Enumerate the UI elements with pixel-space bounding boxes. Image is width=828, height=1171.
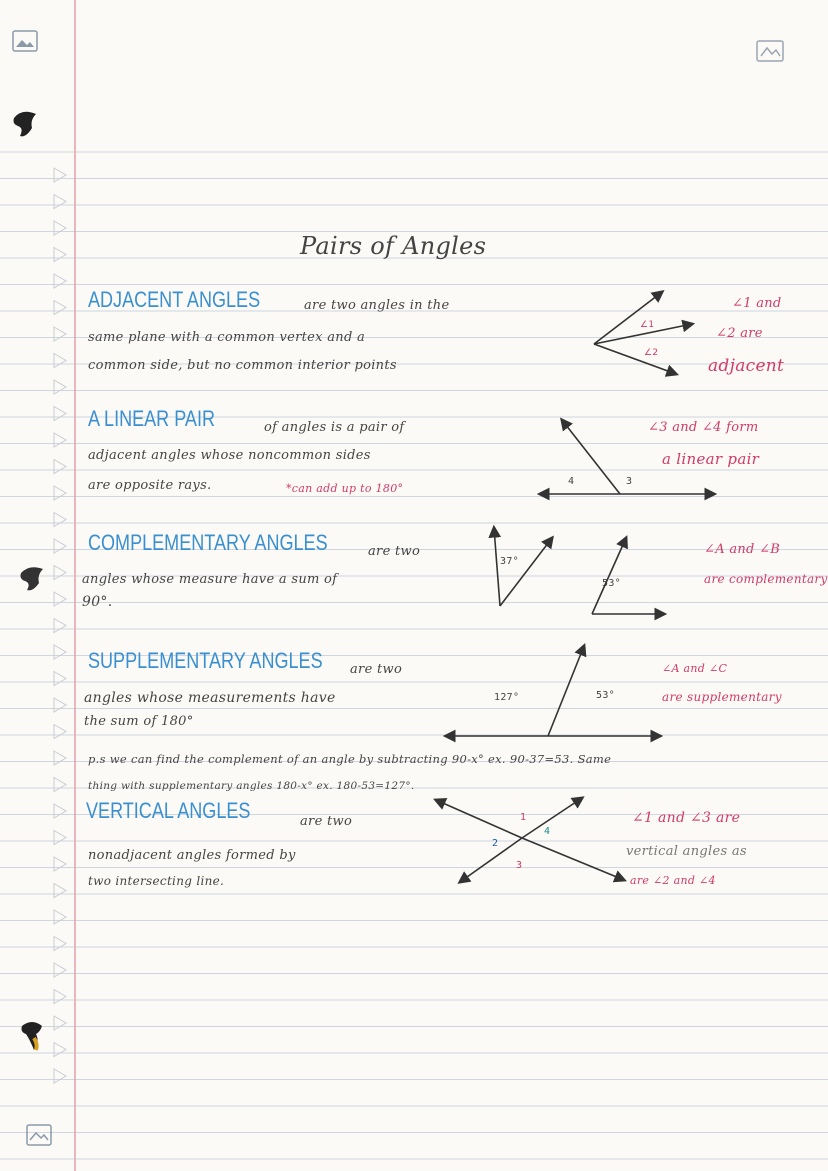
adjacent-line1: are two angles in the xyxy=(304,298,450,313)
vertical-line2: nonadjacent angles formed by xyxy=(88,848,296,863)
ps-note-line1: p.s we can find the complement of an angle by subtracting 90-x° ex. 90-37=53. Same xyxy=(88,752,612,766)
vertical-label-1: 1 xyxy=(520,812,527,823)
vertical-label-2: 2 xyxy=(492,838,499,849)
supplementary-line2: angles whose measurements have xyxy=(84,690,336,706)
linear-label-4: 4 xyxy=(568,476,575,487)
adjacent-ray-bottom xyxy=(594,344,676,374)
angle-label-1: ∠1 xyxy=(640,320,655,330)
vert-ray-downright xyxy=(522,838,624,880)
vertical-line3: two intersecting line. xyxy=(88,874,225,888)
complementary-term: COMPLEMENTARY ANGLES xyxy=(88,530,328,555)
supplementary-note-1: ∠A and ∠C xyxy=(662,662,728,675)
linear-ray-up xyxy=(562,420,620,494)
vertical-label-3: 3 xyxy=(516,860,523,871)
comp-b-diagonal xyxy=(592,538,626,614)
vertical-note-2: vertical angles as xyxy=(626,844,747,859)
adjacent-term: ADJACENT ANGLES xyxy=(88,287,261,312)
supplementary-line1-suffix: are two xyxy=(350,662,403,677)
linear-note-2: a linear pair xyxy=(662,450,760,468)
linear-line1: of angles is a pair of xyxy=(264,420,405,435)
supplementary-note-2: are supplementary xyxy=(662,690,782,704)
linear-note-1: ∠3 and ∠4 form xyxy=(648,420,759,435)
complementary-label-37: 37° xyxy=(500,556,519,567)
linear-line2: adjacent angles whose noncommon sides xyxy=(88,448,371,463)
vertical-line1-suffix: are two xyxy=(300,814,353,829)
linear-tip: *can add up to 180° xyxy=(286,482,404,495)
adjacent-ray-top xyxy=(594,292,662,344)
linear-label-3: 3 xyxy=(626,476,633,487)
comp-a-vertical xyxy=(494,528,500,606)
vert-ray-upleft xyxy=(436,800,522,838)
vertical-note-1: ∠1 and ∠3 are xyxy=(632,810,741,826)
vert-ray-downleft xyxy=(460,838,522,882)
angle-label-2: ∠2 xyxy=(644,348,659,358)
adjacent-line2: same plane with a common vertex and a xyxy=(88,330,366,345)
complementary-line3: 90°. xyxy=(82,594,113,610)
complementary-label-53: 53° xyxy=(602,578,621,589)
ps-note-line2: thing with supplementary angles 180-x° ex. 180-53=127°. xyxy=(88,780,415,792)
complementary-line2: angles whose measure have a sum of xyxy=(82,572,338,587)
supplementary-term: SUPPLEMENTARY ANGLES xyxy=(88,648,323,673)
adjacent-ray-middle xyxy=(594,324,692,344)
vertical-term: VERTICAL ANGLES xyxy=(86,798,251,823)
adjacent-note-1: ∠1 and xyxy=(732,296,782,311)
supplementary-label-127: 127° xyxy=(494,692,520,703)
complementary-note-1: ∠A and ∠B xyxy=(704,542,781,557)
adjacent-note-2: ∠2 are xyxy=(716,326,763,341)
vertical-note-3: are ∠2 and ∠4 xyxy=(630,874,716,887)
adjacent-note-3: adjacent xyxy=(708,356,785,376)
complementary-note-2: are complementary xyxy=(704,572,828,586)
supp-ray-up xyxy=(548,646,584,736)
supplementary-line3: the sum of 180° xyxy=(84,714,194,729)
linear-line3: are opposite rays. xyxy=(88,478,212,493)
linear-pair-term: A LINEAR PAIR xyxy=(88,406,215,431)
vert-ray-upright xyxy=(522,798,582,838)
comp-a-diagonal xyxy=(500,538,552,606)
supplementary-label-53: 53° xyxy=(596,690,615,701)
vertical-label-4: 4 xyxy=(544,826,551,837)
complementary-line1-suffix: are two xyxy=(368,544,421,559)
adjacent-line3: common side, but no common interior points xyxy=(88,358,397,373)
page-title: Pairs of Angles xyxy=(300,232,487,260)
